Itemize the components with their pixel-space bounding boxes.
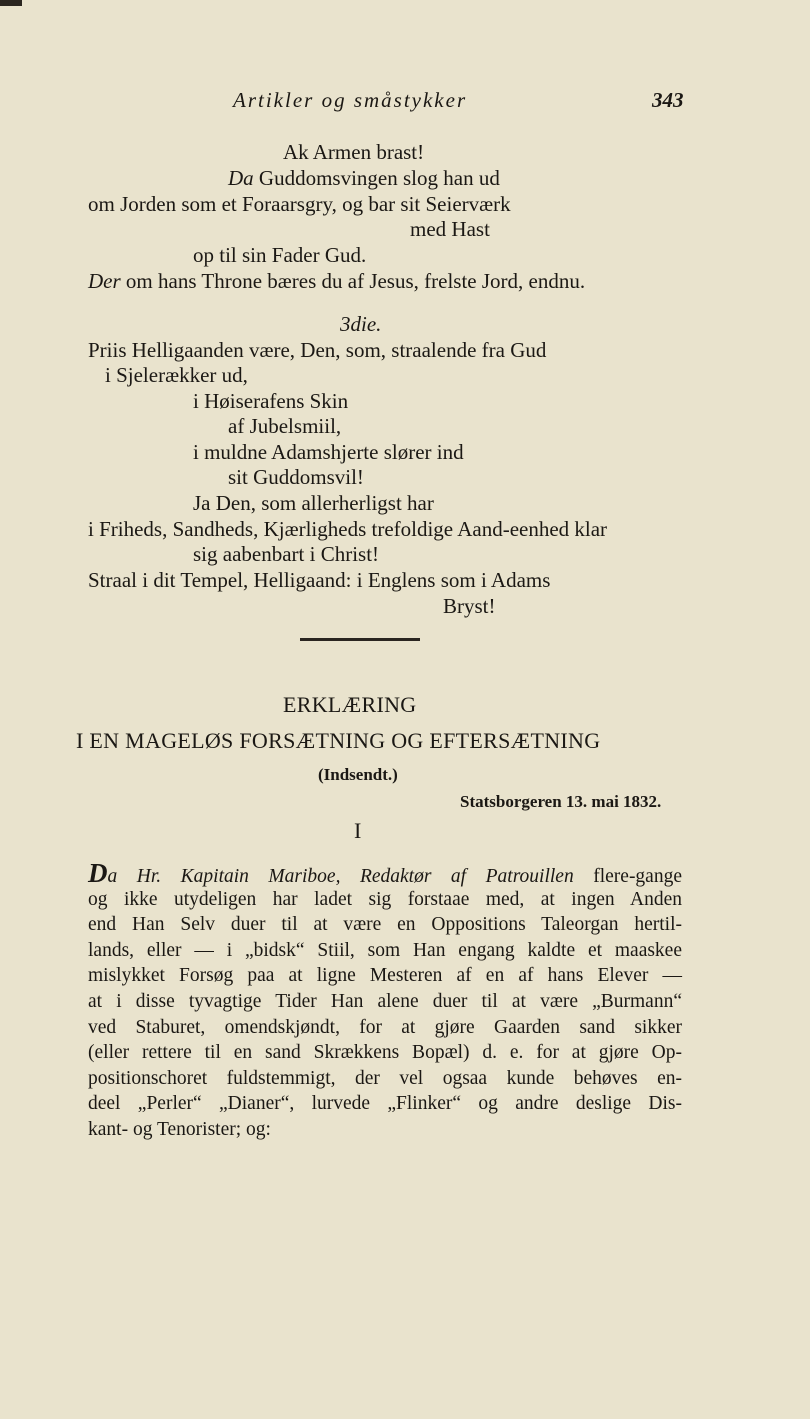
prose-italic: a Hr. Kapitain Mariboe, Redaktør af Patrouillen <box>107 866 574 887</box>
prose-rest: flere-gange <box>573 866 682 887</box>
poem-line: Ak Armen brast! <box>283 140 425 164</box>
poem-line <box>88 269 585 293</box>
stanza-title: 3die. <box>340 312 382 336</box>
section-number: I <box>354 818 362 843</box>
poem-line: op til sin Fader Gud. <box>193 243 367 267</box>
article-subtitle: I EN MAGELØS FORSÆTNING OG EFTERSÆTNING <box>76 728 601 753</box>
poem-line: i Sjelerækker ud, <box>105 363 248 387</box>
poem-line: om Jorden som et Foraarsgry, og bar sit Seierværk <box>88 192 511 216</box>
prose-line: positionschoret fuldstemmigt, der vel ogsaa kunde behøves en- <box>88 1067 682 1089</box>
prose-line: (eller rettere til en sand Skrækkens Bopæl) d. e. for at gjøre Op- <box>88 1042 682 1064</box>
running-title: Artikler og småstykker <box>233 88 468 112</box>
prose-line: deel „Perler“ „Dianer“, lurvede „Flinker“ og andre deslige Dis- <box>88 1093 682 1115</box>
poem-line-rest: om hans Throne bæres du af Jesus, frelste Jord, endnu. <box>120 269 586 293</box>
poem-line: Bryst! <box>443 594 496 618</box>
article-paragraph <box>88 858 682 1143</box>
article-title: ERKLÆRING <box>283 692 417 717</box>
prose-line: at i disse tyvagtige Tider Han alene duer til at være „Burmann“ <box>88 990 682 1012</box>
source-citation: Statsborgeren 13. mai 1832. <box>460 792 662 811</box>
page-number: 343 <box>652 88 684 112</box>
prose-line: og ikke utydeligen har ladet sig forstaae med, at ingen Anden <box>88 888 682 910</box>
poem-line: i Høiserafens Skin <box>193 389 349 413</box>
poem-line-lead: Der <box>88 269 121 293</box>
poem-line: Ja Den, som allerherligst har <box>193 491 434 515</box>
page-corner-mark <box>0 0 22 6</box>
poem-line: Straal i dit Tempel, Helligaand: i Englens som i Adams <box>88 568 551 592</box>
drop-cap: D <box>88 858 108 888</box>
prose-line: end Han Selv duer til at være en Oppositions Taleorgan hertil- <box>88 914 682 936</box>
poem-line: i Friheds, Sandheds, Kjærligheds trefoldige Aand-eenhed klar <box>88 517 608 541</box>
poem-line: Priis Helligaanden være, Den, som, straalende fra Gud <box>88 338 547 362</box>
poem-line <box>228 166 500 190</box>
poem-line: med Hast <box>410 217 490 241</box>
poem-line: sig aabenbart i Christ! <box>193 542 380 566</box>
poem-line: sit Guddomsvil! <box>228 465 364 489</box>
poem-line-rest: Guddomsvingen slog han ud <box>253 166 500 190</box>
poem-line-lead: Da <box>228 166 254 190</box>
prose-line: lands, eller — i „bidsk“ Stiil, som Han engang kaldte et maaskee <box>88 939 682 961</box>
prose-line: mislykket Forsøg paa at ligne Mesteren af en af hans Elever — <box>88 965 682 987</box>
poem-line: af Jubelsmiil, <box>228 414 342 438</box>
section-divider <box>300 638 420 641</box>
poem-line: i muldne Adamshjerte slører ind <box>193 440 464 464</box>
prose-line: kant- og Tenorister; og: <box>88 1118 271 1140</box>
prose-line: ved Staburet, omendskjøndt, for at gjøre Gaarden sand sikker <box>88 1016 682 1038</box>
prose-line <box>88 858 682 888</box>
submitted-note: (Indsendt.) <box>318 765 398 784</box>
